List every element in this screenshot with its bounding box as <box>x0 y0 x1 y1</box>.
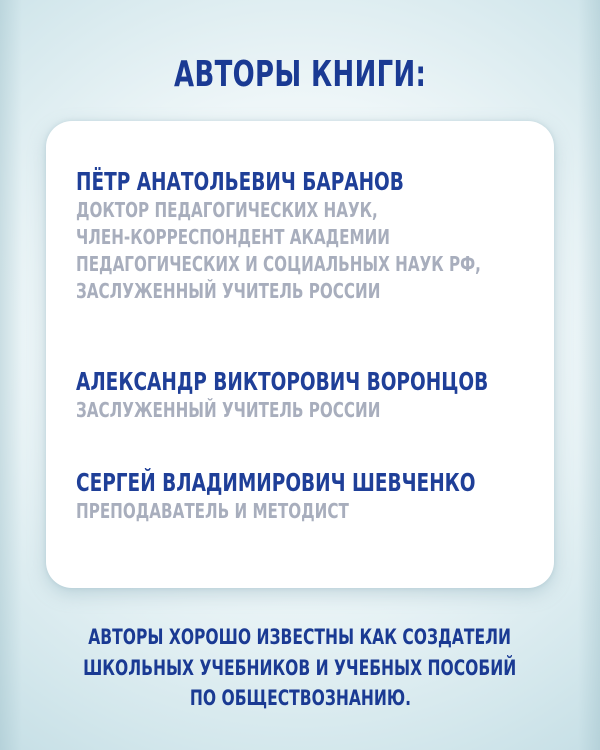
footer-line-text: ШКОЛЬНЫХ УЧЕБНИКОВ И УЧЕБНЫХ ПОСОБИЙ <box>83 655 517 680</box>
author-baranov <box>76 167 600 305</box>
author-description-line <box>76 278 600 305</box>
author-name-text: ПЁТР АНАТОЛЬЕВИЧ БАРАНОВ <box>76 167 404 196</box>
author-description-text: ЧЛЕН-КОРРЕСПОНДЕНТ АКАДЕМИИ <box>76 225 390 249</box>
page-title <box>0 54 600 95</box>
author-name <box>76 367 600 397</box>
footer-note <box>0 622 600 714</box>
author-description-line <box>76 397 600 424</box>
author-description-text: ПЕДАГОГИЧЕСКИХ И СОЦИАЛЬНЫХ НАУК РФ, <box>76 252 481 276</box>
author-description-text: ЗАСЛУЖЕННЫЙ УЧИТЕЛЬ РОССИИ <box>76 279 381 303</box>
footer-line <box>0 653 600 684</box>
author-vorontsov <box>76 367 600 424</box>
author-name-text: АЛЕКСАНДР ВИКТОРОВИЧ ВОРОНЦОВ <box>76 367 489 396</box>
author-description-text: ЗАСЛУЖЕННЫЙ УЧИТЕЛЬ РОССИИ <box>76 398 381 422</box>
author-description-line <box>76 197 600 224</box>
footer-line <box>0 622 600 653</box>
author-name <box>76 167 600 197</box>
author-name <box>76 468 600 498</box>
author-description-text: ПРЕПОДАВАТЕЛЬ И МЕТОДИСТ <box>76 499 349 523</box>
author-description-text: ДОКТОР ПЕДАГОГИЧЕСКИХ НАУК, <box>76 198 378 222</box>
author-name-text: СЕРГЕЙ ВЛАДИМИРОВИЧ ШЕВЧЕНКО <box>76 468 476 497</box>
authors-card <box>46 121 554 588</box>
page-title-text: АВТОРЫ КНИГИ: <box>173 54 427 95</box>
author-description-line <box>76 224 600 251</box>
author-shevchenko <box>76 468 600 525</box>
author-description-line <box>76 498 600 525</box>
author-description-line <box>76 251 600 278</box>
footer-line-text: ПО ОБЩЕСТВОЗНАНИЮ. <box>189 686 411 710</box>
footer-line <box>0 683 600 714</box>
footer-line-text: АВТОРЫ ХОРОШО ИЗВЕСТНЫ КАК СОЗДАТЕЛИ <box>88 625 512 649</box>
